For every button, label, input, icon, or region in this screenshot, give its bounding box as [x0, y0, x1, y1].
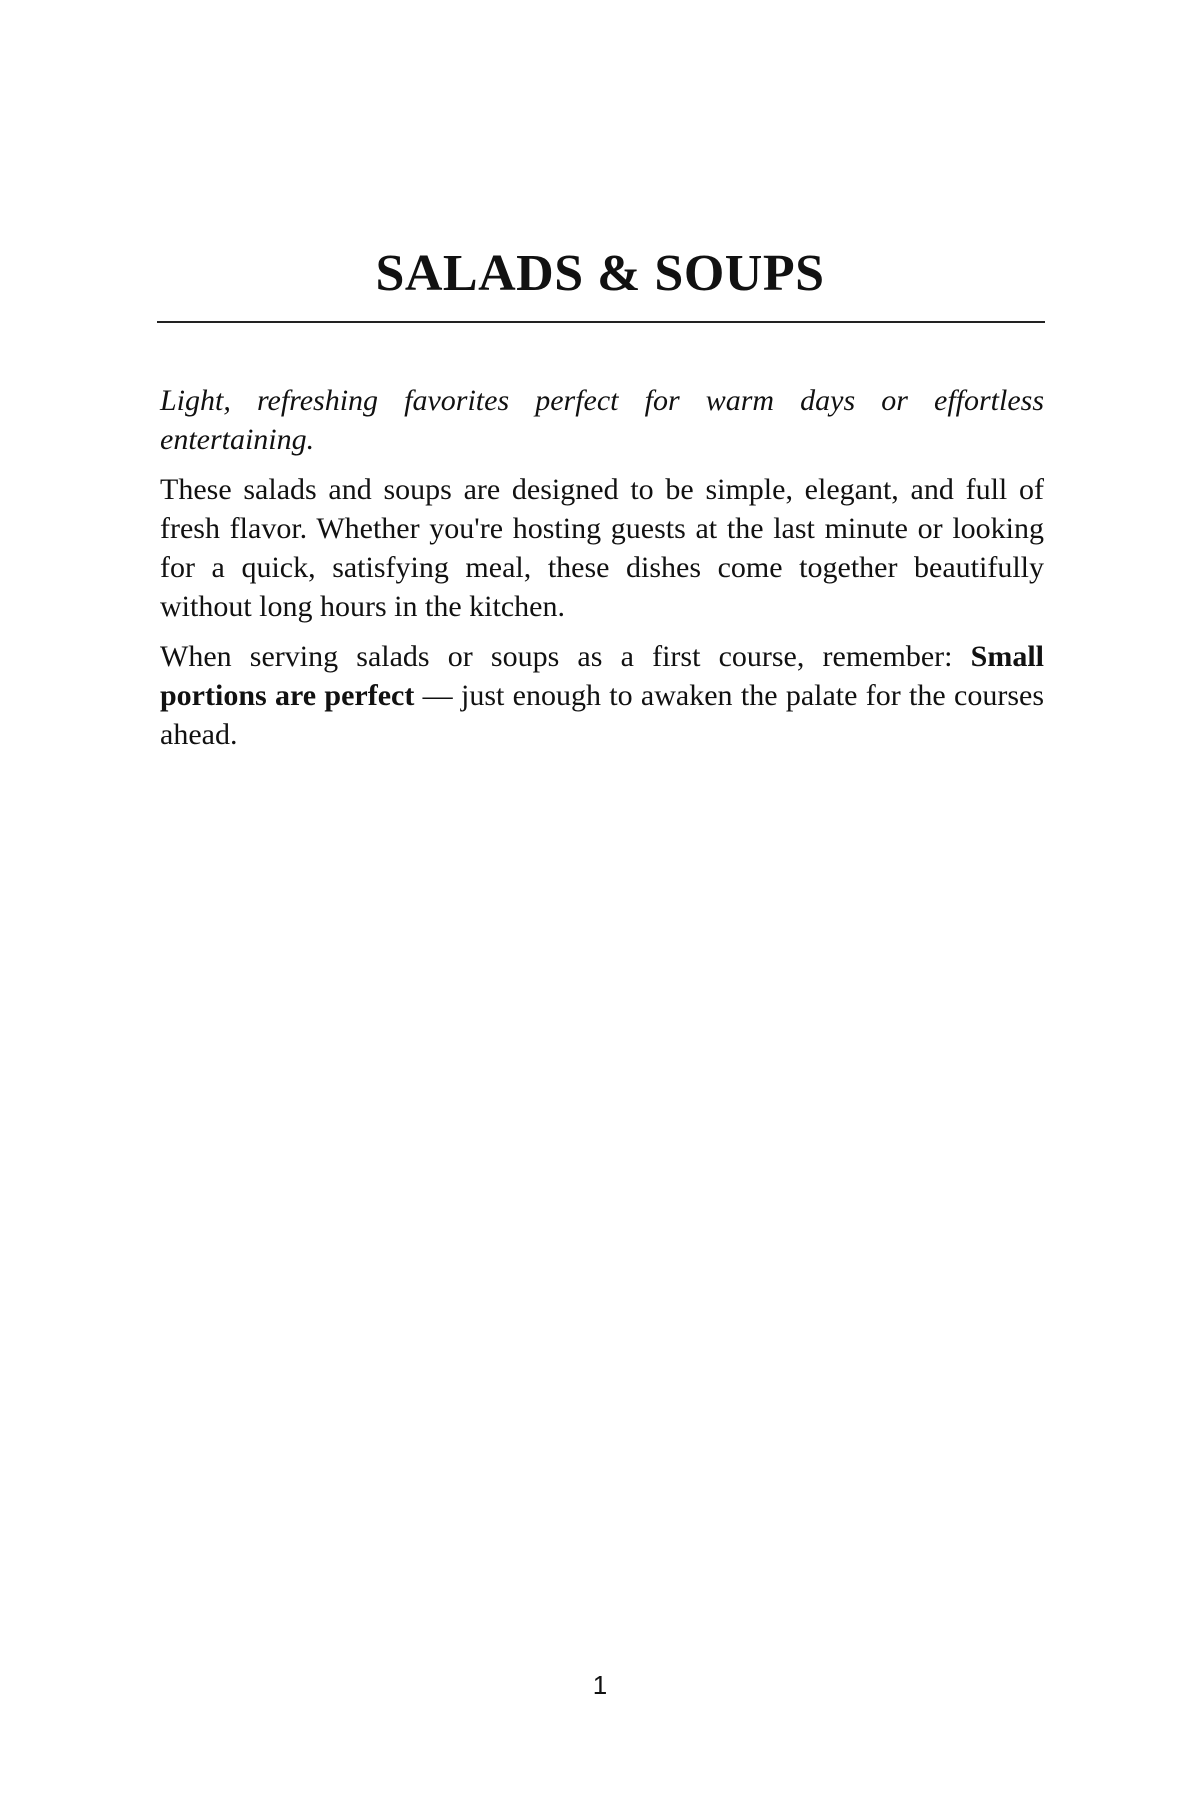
title-underline: [157, 321, 1045, 323]
tip-emphasis: Small portions are perfect: [160, 640, 1044, 712]
page-number: 1: [592, 1670, 608, 1700]
tip-text-end: — just enough to awaken the palate for the courses ahead.: [160, 679, 1044, 751]
page-body: [160, 381, 1044, 765]
body-paragraph-tip: [160, 637, 1044, 754]
intro-paragraph: Light, refreshing favorites perfect for warm days or effortless entertaining.: [160, 384, 1044, 456]
tip-text-start: When serving salads or soups as a first course, remember:: [160, 640, 971, 673]
page-title: SALADS & SOUPS: [375, 245, 825, 302]
body-paragraph: These salads and soups are designed to be simple, elegant, and full of fresh flavor. Whether you're hosting guests at the last minute or looking for a quick, satisfying meal, these dishes come together beautifully without long hours in the kitchen.: [160, 473, 1044, 623]
